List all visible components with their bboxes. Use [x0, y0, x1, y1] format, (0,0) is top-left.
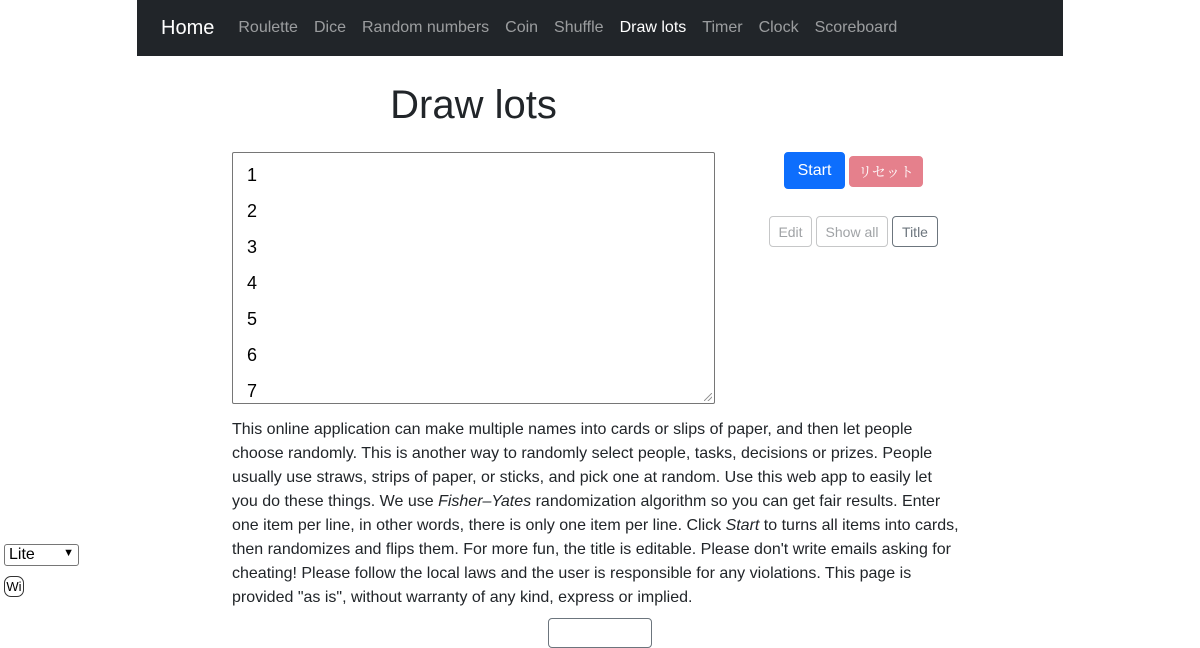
nav-link-coin[interactable]: Coin	[505, 19, 539, 36]
start-button[interactable]: Start	[784, 152, 845, 189]
nav-link-roulette[interactable]: Roulette	[238, 19, 298, 36]
lots-item: 1	[247, 165, 258, 185]
nav-link-shuffle[interactable]: Shuffle	[554, 19, 604, 36]
nav-link-timer[interactable]: Timer	[702, 19, 743, 36]
start-word: Start	[725, 517, 760, 534]
lots-textarea[interactable]	[232, 152, 715, 404]
bottom-button[interactable]	[548, 618, 652, 648]
lots-item: 5	[247, 309, 258, 329]
chevron-down-icon: ▼	[63, 547, 74, 559]
algorithm-name: Fisher–Yates	[438, 493, 532, 510]
lots-item: 4	[247, 273, 258, 293]
description-text	[232, 418, 962, 610]
top-navbar	[137, 0, 1063, 56]
show-all-button[interactable]: Show all	[816, 216, 888, 247]
description-part: to turns all items into cards, then randomizes and flips them. For more fun, the title is editable. Please don't write emails asking for cheating! Please follow the local laws and the user is responsible for any violations. This page is provided "as is", without warranty of any kind, express or implied.	[232, 517, 959, 606]
edit-button[interactable]: Edit	[769, 216, 812, 247]
lots-item: 3	[247, 237, 258, 257]
nav-link-dice[interactable]: Dice	[313, 19, 346, 36]
wi-badge[interactable]: Wi	[4, 576, 24, 597]
lots-item: 2	[247, 201, 258, 221]
nav-link-scoreboard[interactable]: Scoreboard	[814, 19, 898, 36]
theme-select[interactable]	[4, 544, 79, 566]
lots-item: 6	[247, 345, 258, 365]
title-button[interactable]: Title	[892, 216, 938, 247]
description-part: This online application can make multiple names into cards or slips of paper, and then let people choose randomly. This is another way to randomly select people, tasks, decisions or prizes. People usually use straws, strips of paper, or sticks, and pick one at random. Use this web app to easily let you do these things. We use	[232, 421, 933, 510]
nav-link-draw-lots[interactable]: Draw lots	[619, 19, 687, 36]
resize-grip-icon[interactable]	[704, 393, 712, 401]
reset-button[interactable]: リセット	[849, 156, 923, 187]
description-part: randomization algorithm so you can get fair results. Enter one item per line, in other words, there is only one item per line. Click	[232, 493, 941, 534]
page-title: Draw lots	[390, 83, 557, 127]
brand-home-link[interactable]: Home	[161, 16, 215, 39]
nav-link-random-numbers[interactable]: Random numbers	[361, 19, 490, 36]
nav-link-clock[interactable]: Clock	[758, 19, 799, 36]
lots-item: 7	[247, 381, 258, 401]
theme-select-value: Lite	[9, 546, 35, 563]
